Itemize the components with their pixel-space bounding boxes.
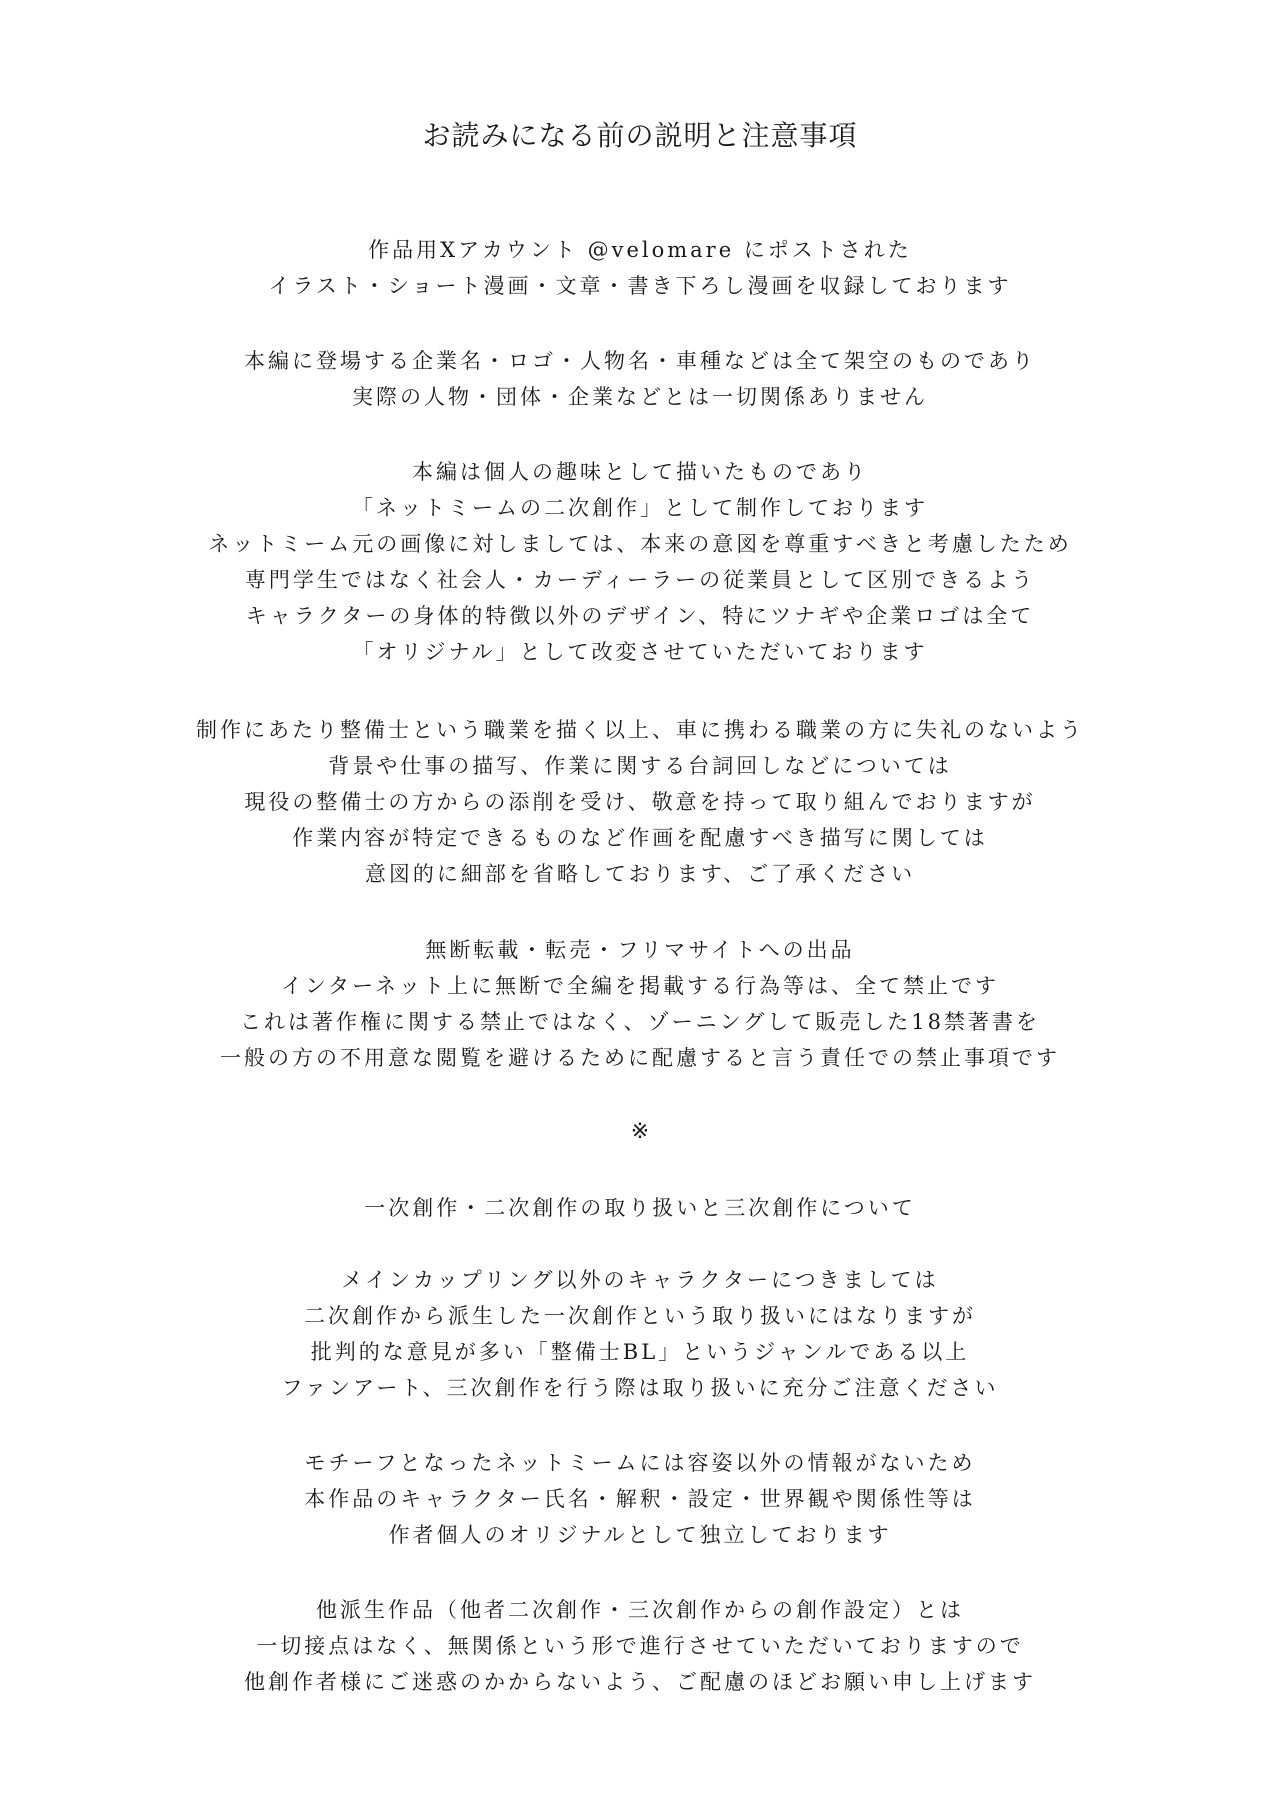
paragraph-line: モチーフとなったネットミームには容姿以外の情報がないため bbox=[304, 1451, 976, 1475]
paragraph-line: 一切接点はなく、無関係という形で進行させていただいておりますので bbox=[256, 1634, 1024, 1658]
paragraph-line: 制作にあたり整備士という職業を描く以上、車に携わる職業の方に失礼のないよう bbox=[196, 718, 1084, 742]
paragraph-line: キャラクターの身体的特徴以外のデザイン、特にツナギや企業ロゴは全て bbox=[245, 604, 1035, 628]
paragraph-line: これは著作権に関する禁止ではなく、ゾーニングして販売した18禁著書を bbox=[240, 1010, 1040, 1034]
paragraph-line: 専門学生ではなく社会人・カーディーラーの従業員として区別できるよう bbox=[244, 568, 1036, 592]
paragraph-line: インターネット上に無断で全編を掲載する行為等は、全て禁止です bbox=[280, 974, 1000, 998]
section-net-meme-notice bbox=[0, 454, 1280, 670]
paragraph-line: 批判的な意見が多い「整備士BL」というジャンルである以上 bbox=[310, 1340, 970, 1364]
paragraph-line: 作品用Xアカウント @velomare にポストされた bbox=[368, 238, 912, 262]
section-other-works bbox=[0, 1592, 1280, 1700]
section-about-collection bbox=[0, 232, 1280, 304]
paragraph-line: 「ネットミームの二次創作」として制作しております bbox=[352, 496, 928, 520]
section-reposting-prohibited bbox=[0, 932, 1280, 1076]
section-divider bbox=[0, 1114, 1280, 1150]
section-side-characters bbox=[0, 1262, 1280, 1406]
paragraph-line: 作者個人のオリジナルとして独立しております bbox=[388, 1523, 892, 1547]
reference-mark: ※ bbox=[630, 1119, 650, 1144]
paragraph-line: 一般の方の不用意な閲覧を避けるために配慮すると言う責任での禁止事項です bbox=[220, 1046, 1060, 1070]
paragraph-line: 二次創作から派生した一次創作という取り扱いにはなりますが bbox=[304, 1304, 976, 1328]
section-heading: 一次創作・二次創作の取り扱いと三次創作について bbox=[364, 1196, 916, 1220]
paragraph-line: 現役の整備士の方からの添削を受け、敬意を持って取り組んでおりますが bbox=[244, 790, 1036, 814]
paragraph-line: ネットミーム元の画像に対しましては、本来の意図を尊重すべきと考慮したため bbox=[208, 532, 1072, 556]
paragraph-line: 本作品のキャラクター氏名・解釈・設定・世界観や関係性等は bbox=[304, 1487, 976, 1511]
section-mechanic-respect bbox=[0, 712, 1280, 892]
paragraph-line: 実際の人物・団体・企業などとは一切関係ありません bbox=[352, 385, 928, 409]
paragraph-line: 本編は個人の趣味として描いたものであり bbox=[412, 460, 868, 484]
paragraph-line: 意図的に細部を省略しております、ご了承ください bbox=[364, 862, 916, 886]
paragraph-line: 本編に登場する企業名・ロゴ・人物名・車種などは全て架空のものであり bbox=[244, 349, 1036, 373]
paragraph-line: 無断転載・転売・フリマサイトへの出品 bbox=[425, 938, 855, 962]
section-heading-derivative bbox=[0, 1190, 1280, 1226]
section-fiction-disclaimer bbox=[0, 343, 1280, 415]
paragraph-line: メインカップリング以外のキャラクターにつきましては bbox=[341, 1268, 939, 1292]
page-title: お読みになる前の説明と注意事項 bbox=[422, 119, 858, 152]
paragraph-line: 「オリジナル」として改変させていただいております bbox=[352, 640, 928, 664]
paragraph-line: 他創作者様にご迷惑のかからないよう、ご配慮のほどお願い申し上げます bbox=[244, 1670, 1036, 1694]
section-original-characters bbox=[0, 1445, 1280, 1553]
paragraph-line: 背景や仕事の描写、作業に関する台詞回しなどについては bbox=[328, 754, 952, 778]
paragraph-line: イラスト・ショート漫画・文章・書き下ろし漫画を収録しております bbox=[268, 274, 1012, 298]
paragraph-line: 作業内容が特定できるものなど作画を配慮すべき描写に関しては bbox=[292, 826, 988, 850]
paragraph-line: ファンアート、三次創作を行う際は取り扱いに充分ご注意ください bbox=[281, 1376, 999, 1400]
paragraph-line: 他派生作品（他者二次創作・三次創作からの創作設定）とは bbox=[316, 1598, 964, 1622]
